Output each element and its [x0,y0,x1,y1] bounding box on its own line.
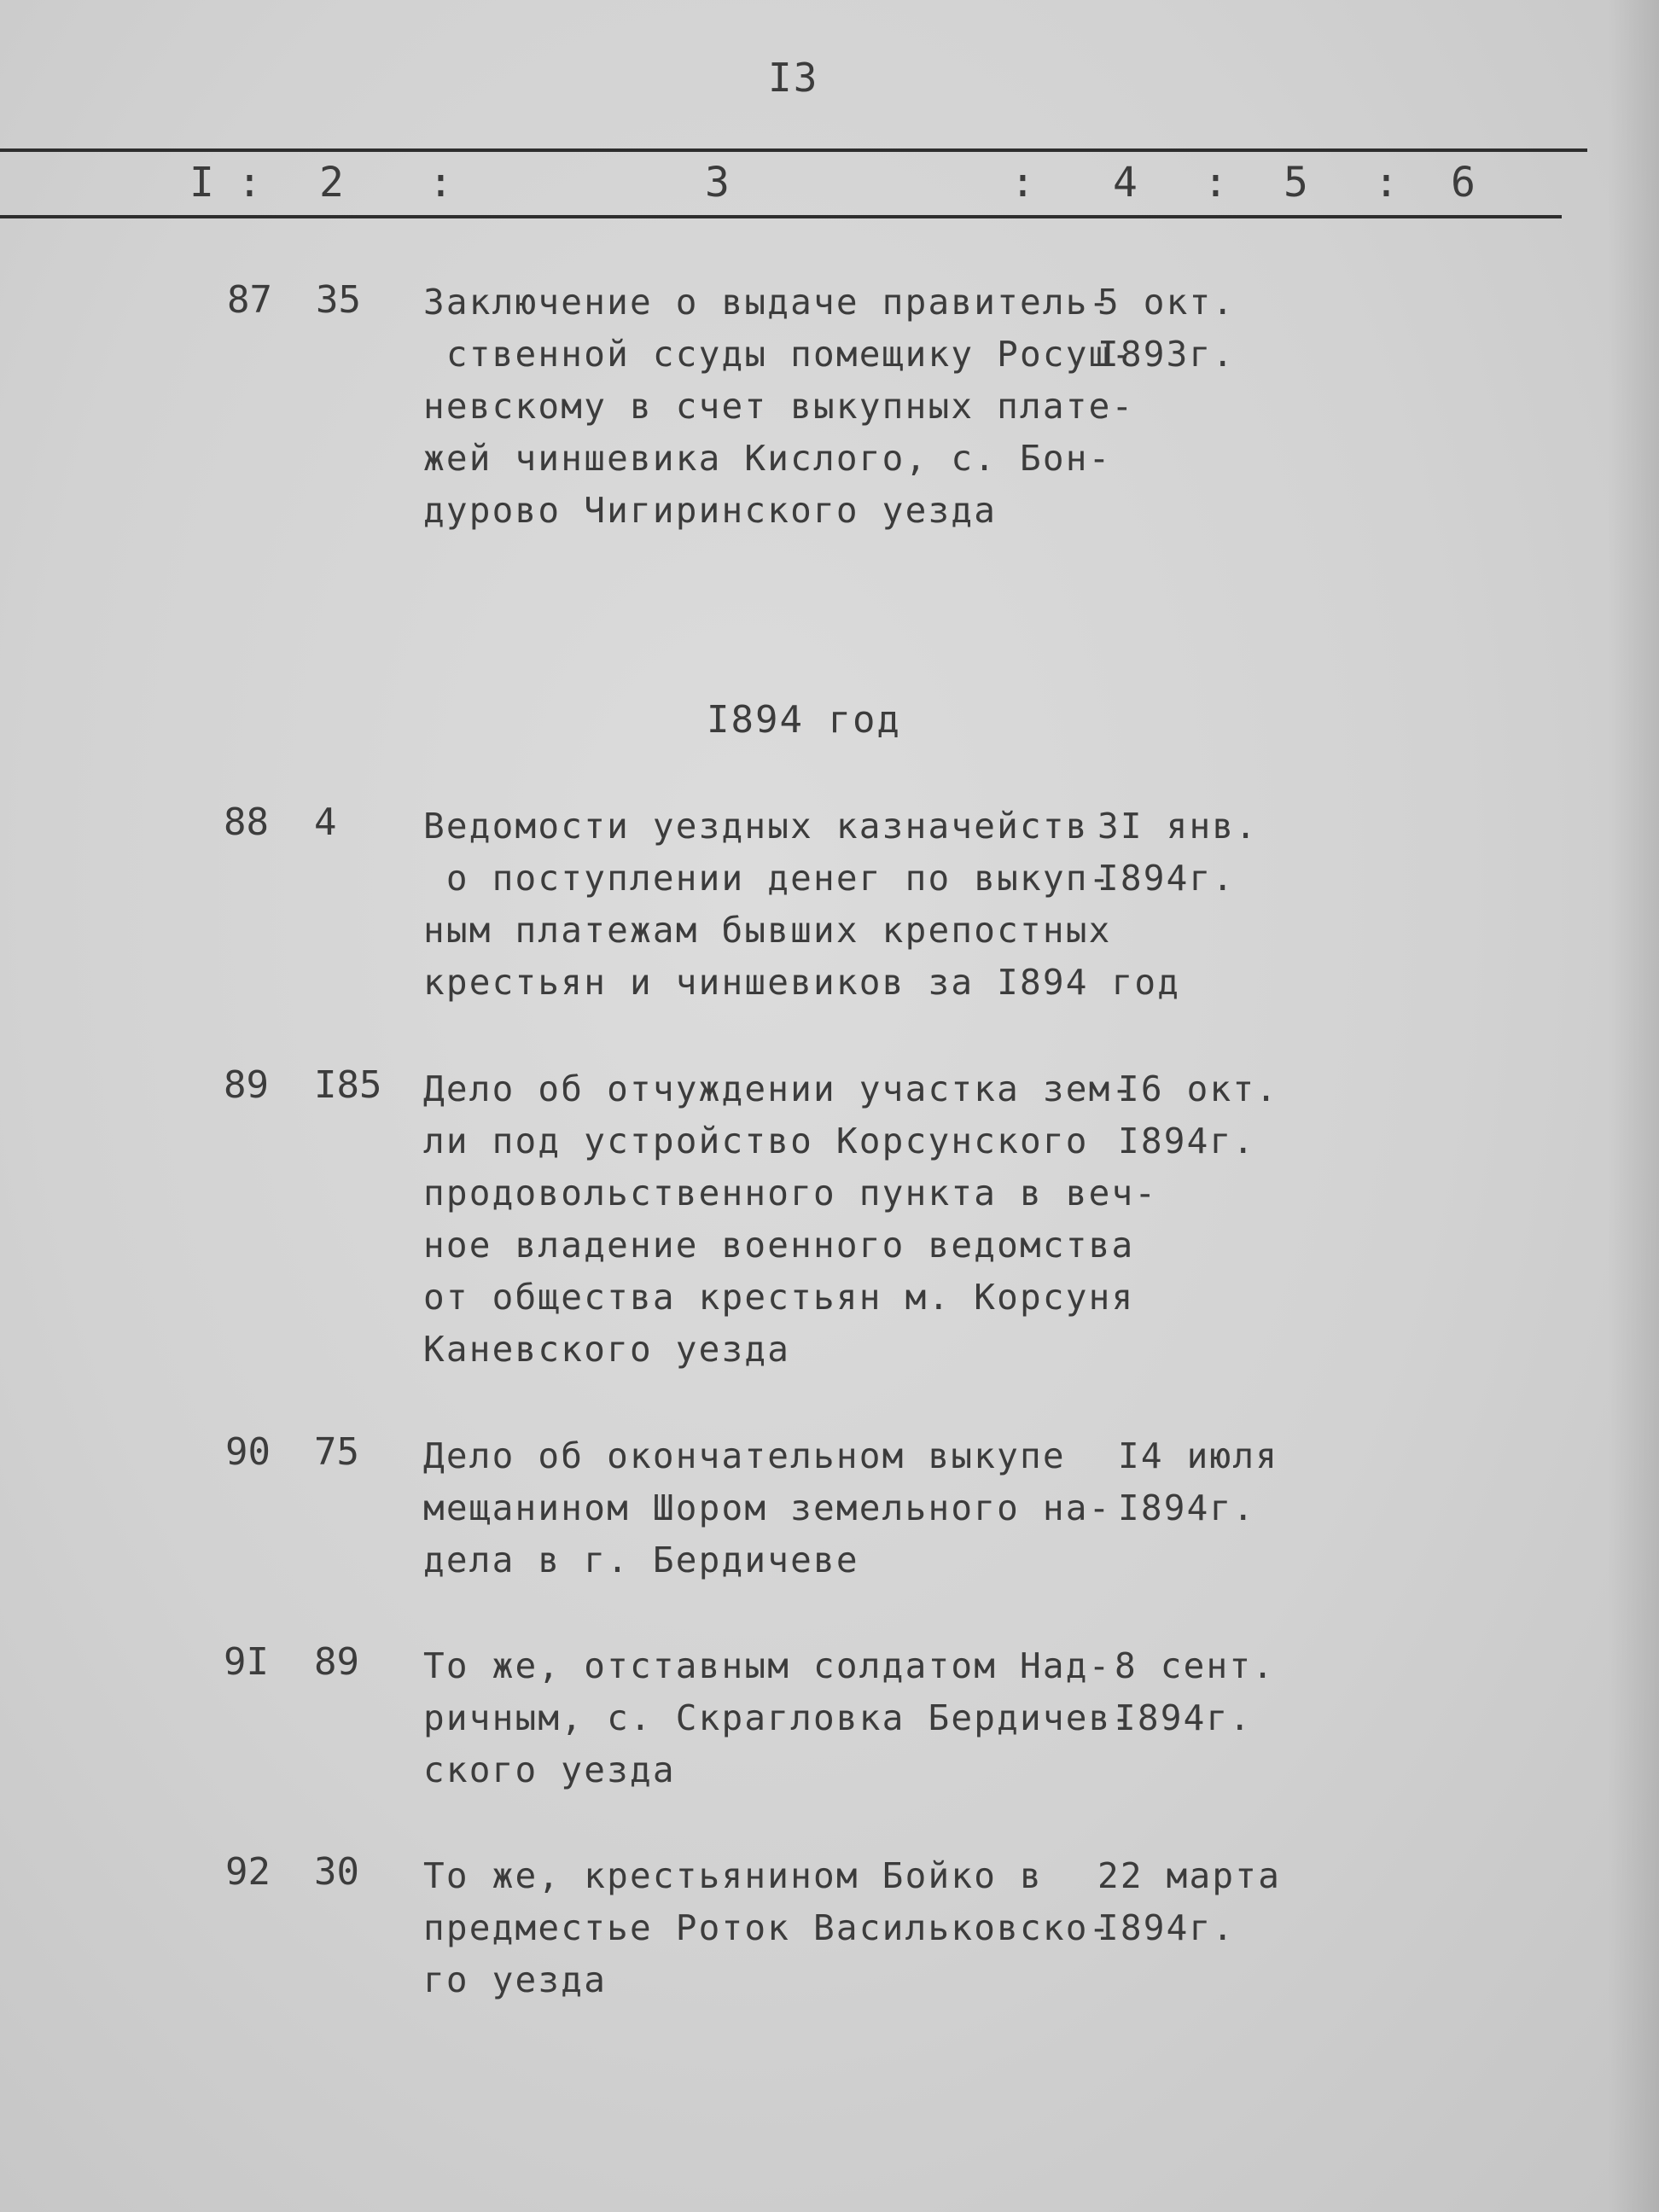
column-header-1: I [189,159,214,207]
case-number: 75 [314,1430,359,1474]
date-day-month: 22 марта [1097,1855,1282,1896]
description-line: Ведомости уездных казначейств [423,806,1089,847]
column-separator: : [237,159,262,207]
case-number: 89 [314,1640,359,1684]
description-line: мещанином Шором земельного на- [423,1487,1112,1528]
page-number: I3 [768,55,819,101]
date-year: I894г. [1097,858,1236,899]
date-day-month: I4 июля [1118,1435,1279,1476]
column-separator: : [428,159,453,207]
entry-description [423,1430,1112,1586]
entry-number: 87 [227,278,272,322]
description-line: ского уезда [423,1749,676,1790]
description-line: невскому в счет выкупных плате- [423,386,1135,427]
column-separator: : [1010,159,1035,207]
column-separator: : [1203,159,1228,207]
entry-number: 9I [224,1640,269,1684]
column-header-6: 6 [1451,159,1476,207]
description-line: жей чиншевика Кислого, с. Бон- [423,438,1112,479]
description-line: о поступлении денег по выкуп- [423,858,1112,899]
description-line: предместье Роток Васильковско- [423,1907,1112,1948]
column-header-4: 4 [1113,159,1138,207]
date-day-month: 3I янв. [1097,806,1259,847]
description-line: То же, отставным солдатом Над- [423,1645,1112,1686]
date-year: I894г. [1097,1907,1236,1948]
description-line: Дело об окончательном выкупе [423,1435,1066,1476]
date-year: I894г. [1118,1121,1256,1161]
description-line: ственной ссуды помещику Росуш- [423,334,1135,375]
entry-date [1118,1063,1278,1167]
entry-number: 90 [225,1430,271,1474]
description-line: дела в г. Бердичеве [423,1540,859,1580]
description-line: То же, крестьянином Бойко в [423,1855,1043,1896]
entry-number: 92 [225,1850,271,1894]
column-header-2: 2 [319,159,344,207]
description-line: ным платежам бывших крепостных [423,910,1112,951]
entry-date [1097,1850,1281,1954]
description-line: Каневского уезда [423,1329,791,1370]
date-year: I893г. [1097,334,1236,375]
entry-description [423,1063,1157,1376]
description-line: ли под устройство Корсунского [423,1121,1089,1161]
description-line: от общества крестьян м. Корсуня [423,1277,1135,1318]
entry-date [1118,1430,1278,1534]
entry-description [423,1640,1134,1796]
column-header-3: 3 [705,159,730,207]
date-day-month: 5 окт. [1097,282,1236,323]
column-header-5: 5 [1284,159,1308,207]
description-line: продовольственного пункта в веч- [423,1173,1158,1214]
entry-date [1097,800,1258,905]
case-number: 4 [314,800,337,844]
description-line: го уезда [423,1959,608,2000]
entry-date [1115,1640,1275,1744]
date-day-month: I6 окт. [1118,1068,1279,1109]
column-separator: : [1374,159,1399,207]
entry-description [423,276,1134,537]
description-line: Дело об отчуждении участка зем- [423,1068,1135,1109]
date-day-month: 8 сент. [1115,1645,1276,1686]
entry-number: 88 [224,800,269,844]
description-line: крестьян и чиншевиков за I894 год [423,962,1181,1003]
case-number: 30 [314,1850,359,1894]
entry-description [423,1850,1112,2006]
case-number: I85 [314,1063,382,1107]
table-header-bottom-rule [0,215,1562,218]
year-heading: I894 год [707,698,901,742]
entry-description [423,800,1180,1009]
entry-number: 89 [224,1063,269,1107]
case-number: 35 [316,278,361,322]
date-year: I894г. [1118,1487,1256,1528]
description-line: ное владение военного ведомства [423,1225,1135,1266]
table-header-top-rule [0,148,1587,152]
page-edge-shadow [1608,0,1659,2212]
description-line: дурово Чигиринского уезда [423,490,998,531]
date-year: I894г. [1115,1697,1253,1738]
description-line: ричным, с. Скрагловка Бердичев- [423,1697,1135,1738]
description-line: Заключение о выдаче правитель- [423,282,1112,323]
entry-date [1097,276,1235,381]
